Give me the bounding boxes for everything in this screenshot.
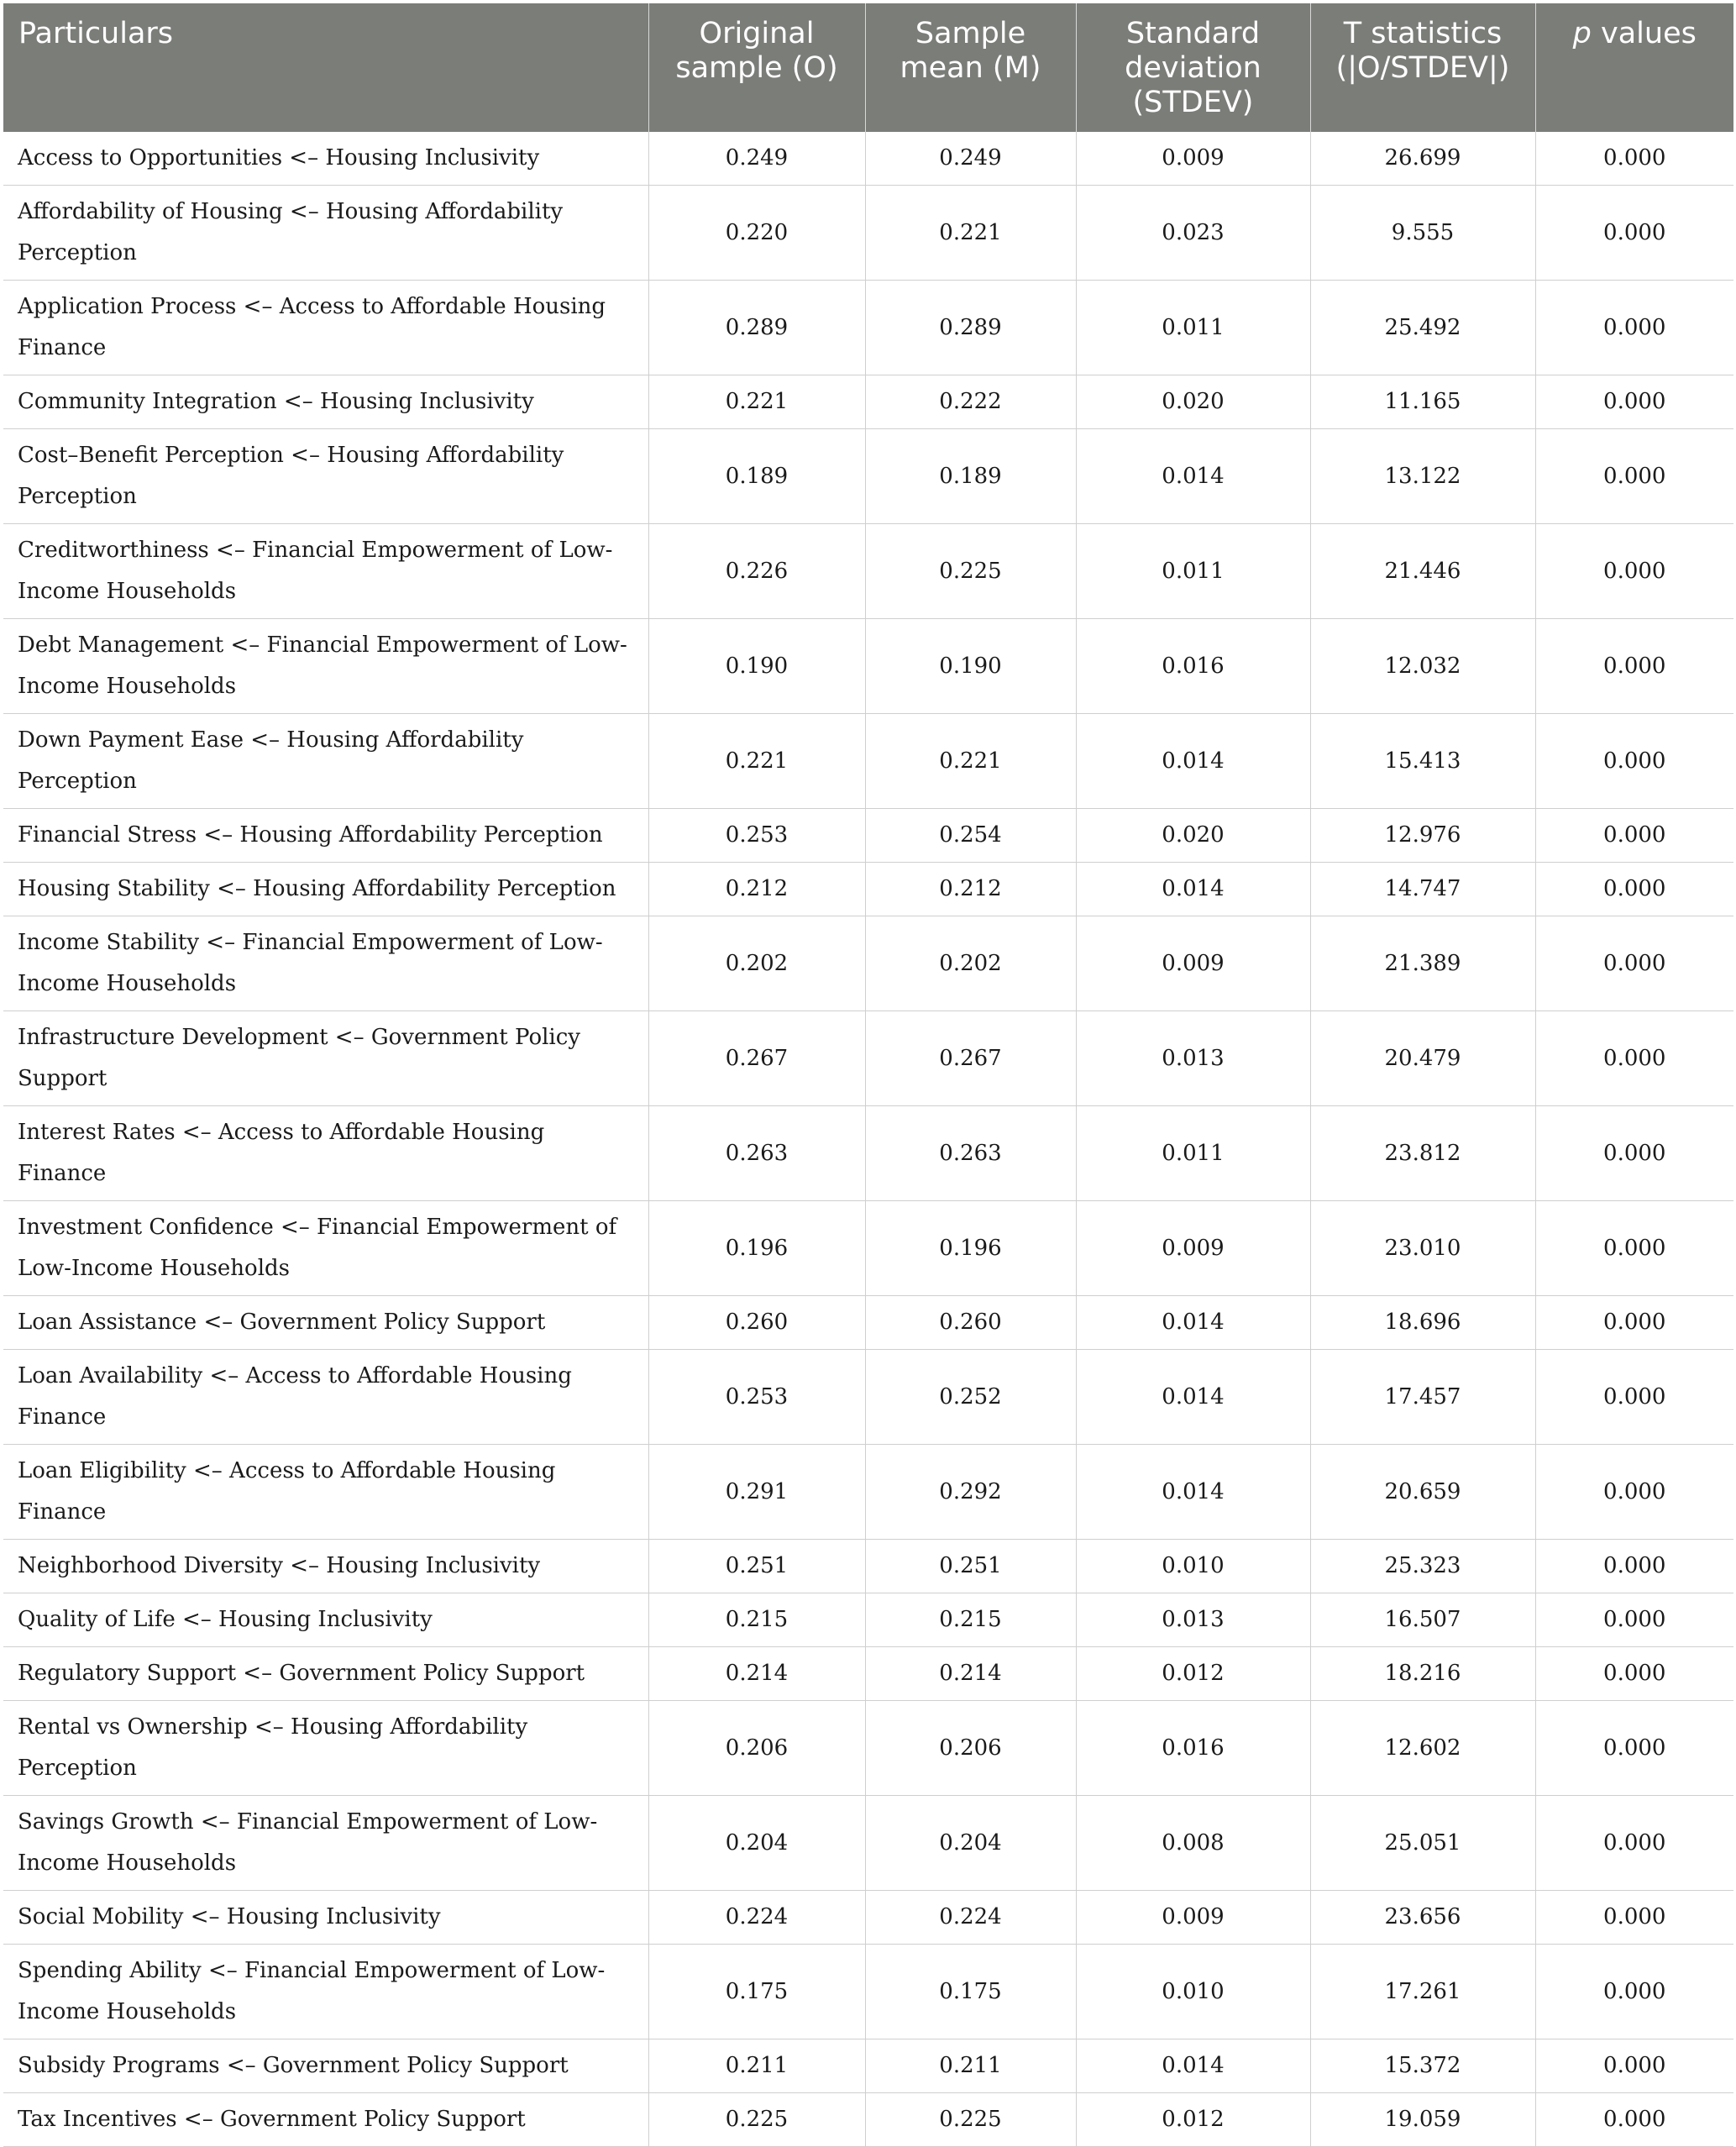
cell-original-sample: 0.260 [648,1296,865,1350]
cell-t-statistics: 17.457 [1310,1350,1535,1445]
cell-particular: Subsidy Programs <– Government Policy Support [3,2039,648,2093]
cell-sample-mean: 0.252 [865,1350,1076,1445]
cell-original-sample: 0.249 [648,132,865,186]
cell-t-statistics: 19.059 [1310,2093,1535,2147]
table-row [3,1201,1733,1296]
cell-t-statistics: 16.507 [1310,1593,1535,1647]
cell-standard-deviation: 0.014 [1076,1350,1310,1445]
header-p-values-italic: p [1572,17,1592,50]
table-row [3,619,1733,714]
cell-particular: Community Integration <– Housing Inclusivity [3,375,648,429]
header-sample-mean-line1: Sample [915,17,1026,50]
cell-standard-deviation: 0.010 [1076,1540,1310,1593]
cell-original-sample: 0.211 [648,2039,865,2093]
cell-original-sample: 0.202 [648,916,865,1011]
cell-original-sample: 0.204 [648,1796,865,1891]
cell-standard-deviation: 0.020 [1076,809,1310,863]
cell-standard-deviation: 0.014 [1076,863,1310,916]
cell-particular: Investment Confidence <– Financial Empowerment of Low-Income Households [3,1201,648,1296]
table-body [3,132,1733,2147]
cell-p-value: 0.000 [1535,132,1733,186]
table-row [3,863,1733,916]
table-row [3,429,1733,524]
cell-p-value: 0.000 [1535,1593,1733,1647]
cell-particular: Application Process <– Access to Affordable Housing Finance [3,281,648,375]
cell-particular: Housing Stability <– Housing Affordability Perception [3,863,648,916]
cell-original-sample: 0.190 [648,619,865,714]
header-t-statistics [1310,3,1535,132]
cell-original-sample: 0.220 [648,186,865,281]
header-original-sample-line2: sample (O) [675,51,838,85]
cell-original-sample: 0.206 [648,1701,865,1796]
cell-sample-mean: 0.202 [865,916,1076,1011]
table-header [3,3,1733,132]
cell-original-sample: 0.196 [648,1201,865,1296]
cell-standard-deviation: 0.023 [1076,186,1310,281]
cell-standard-deviation: 0.020 [1076,375,1310,429]
cell-p-value: 0.000 [1535,809,1733,863]
header-sample-mean-line2: mean (M) [899,51,1041,85]
header-std-dev-line1: Standard [1125,17,1261,50]
cell-p-value: 0.000 [1535,1350,1733,1445]
cell-original-sample: 0.253 [648,809,865,863]
cell-original-sample: 0.263 [648,1106,865,1201]
cell-t-statistics: 23.656 [1310,1891,1535,1945]
cell-particular: Loan Availability <– Access to Affordable Housing Finance [3,1350,648,1445]
header-t-stats-line1: T statistics [1343,17,1503,50]
cell-t-statistics: 20.659 [1310,1445,1535,1540]
cell-p-value: 0.000 [1535,281,1733,375]
cell-original-sample: 0.189 [648,429,865,524]
cell-p-value: 0.000 [1535,1647,1733,1701]
cell-sample-mean: 0.225 [865,2093,1076,2147]
cell-sample-mean: 0.254 [865,809,1076,863]
cell-t-statistics: 18.216 [1310,1647,1535,1701]
cell-standard-deviation: 0.012 [1076,2093,1310,2147]
cell-particular: Neighborhood Diversity <– Housing Inclusivity [3,1540,648,1593]
table-row [3,809,1733,863]
cell-particular: Loan Eligibility <– Access to Affordable Housing Finance [3,1445,648,1540]
table-row [3,1891,1733,1945]
cell-p-value: 0.000 [1535,1945,1733,2039]
table-row [3,1350,1733,1445]
table-row [3,1701,1733,1796]
table-row [3,1011,1733,1106]
table-row [3,2093,1733,2147]
cell-particular: Cost–Benefit Perception <– Housing Affordability Perception [3,429,648,524]
cell-standard-deviation: 0.013 [1076,1011,1310,1106]
cell-standard-deviation: 0.013 [1076,1593,1310,1647]
cell-standard-deviation: 0.014 [1076,429,1310,524]
cell-t-statistics: 21.389 [1310,916,1535,1011]
cell-standard-deviation: 0.011 [1076,281,1310,375]
cell-sample-mean: 0.249 [865,132,1076,186]
cell-sample-mean: 0.190 [865,619,1076,714]
cell-sample-mean: 0.189 [865,429,1076,524]
cell-t-statistics: 12.976 [1310,809,1535,863]
cell-particular: Income Stability <– Financial Empowerment of Low-Income Households [3,916,648,1011]
cell-particular: Interest Rates <– Access to Affordable Housing Finance [3,1106,648,1201]
cell-p-value: 0.000 [1535,429,1733,524]
cell-sample-mean: 0.215 [865,1593,1076,1647]
cell-original-sample: 0.253 [648,1350,865,1445]
table-row [3,375,1733,429]
cell-sample-mean: 0.224 [865,1891,1076,1945]
header-particulars-label: Particulars [18,17,174,50]
cell-standard-deviation: 0.016 [1076,1701,1310,1796]
cell-particular: Financial Stress <– Housing Affordability Perception [3,809,648,863]
cell-standard-deviation: 0.014 [1076,1445,1310,1540]
header-std-dev-line2: deviation [1125,51,1261,85]
table-row [3,1296,1733,1350]
cell-p-value: 0.000 [1535,1201,1733,1296]
cell-particular: Access to Opportunities <– Housing Inclusivity [3,132,648,186]
cell-original-sample: 0.226 [648,524,865,619]
cell-p-value: 0.000 [1535,1011,1733,1106]
cell-original-sample: 0.214 [648,1647,865,1701]
cell-t-statistics: 14.747 [1310,863,1535,916]
cell-p-value: 0.000 [1535,1106,1733,1201]
cell-original-sample: 0.291 [648,1445,865,1540]
cell-t-statistics: 21.446 [1310,524,1535,619]
table-row [3,1540,1733,1593]
cell-p-value: 0.000 [1535,916,1733,1011]
header-particulars [3,3,648,132]
cell-original-sample: 0.251 [648,1540,865,1593]
cell-standard-deviation: 0.009 [1076,916,1310,1011]
cell-sample-mean: 0.260 [865,1296,1076,1350]
cell-sample-mean: 0.204 [865,1796,1076,1891]
cell-particular: Loan Assistance <– Government Policy Support [3,1296,648,1350]
header-p-values [1535,3,1733,132]
cell-p-value: 0.000 [1535,1445,1733,1540]
cell-standard-deviation: 0.010 [1076,1945,1310,2039]
cell-t-statistics: 15.372 [1310,2039,1535,2093]
cell-original-sample: 0.225 [648,2093,865,2147]
cell-sample-mean: 0.225 [865,524,1076,619]
cell-sample-mean: 0.212 [865,863,1076,916]
cell-t-statistics: 20.479 [1310,1011,1535,1106]
cell-original-sample: 0.221 [648,714,865,809]
table-row [3,132,1733,186]
cell-particular: Creditworthiness <– Financial Empowerment of Low-Income Households [3,524,648,619]
table-row [3,281,1733,375]
cell-sample-mean: 0.222 [865,375,1076,429]
cell-sample-mean: 0.251 [865,1540,1076,1593]
cell-standard-deviation: 0.011 [1076,524,1310,619]
header-original-sample-line1: Original [699,17,815,50]
cell-sample-mean: 0.267 [865,1011,1076,1106]
cell-sample-mean: 0.214 [865,1647,1076,1701]
cell-t-statistics: 13.122 [1310,429,1535,524]
cell-particular: Quality of Life <– Housing Inclusivity [3,1593,648,1647]
table-row [3,186,1733,281]
cell-particular: Regulatory Support <– Government Policy Support [3,1647,648,1701]
cell-t-statistics: 23.812 [1310,1106,1535,1201]
cell-standard-deviation: 0.012 [1076,1647,1310,1701]
cell-p-value: 0.000 [1535,714,1733,809]
cell-particular: Affordability of Housing <– Housing Affordability Perception [3,186,648,281]
cell-t-statistics: 18.696 [1310,1296,1535,1350]
cell-t-statistics: 15.413 [1310,714,1535,809]
cell-original-sample: 0.289 [648,281,865,375]
cell-standard-deviation: 0.014 [1076,2039,1310,2093]
cell-t-statistics: 17.261 [1310,1945,1535,2039]
table-row [3,524,1733,619]
cell-t-statistics: 12.032 [1310,619,1535,714]
cell-particular: Tax Incentives <– Government Policy Support [3,2093,648,2147]
cell-standard-deviation: 0.009 [1076,1891,1310,1945]
cell-sample-mean: 0.221 [865,714,1076,809]
results-table-container [3,3,1733,2147]
cell-standard-deviation: 0.008 [1076,1796,1310,1891]
cell-sample-mean: 0.196 [865,1201,1076,1296]
cell-standard-deviation: 0.014 [1076,1296,1310,1350]
cell-p-value: 0.000 [1535,619,1733,714]
cell-sample-mean: 0.292 [865,1445,1076,1540]
cell-p-value: 0.000 [1535,1796,1733,1891]
table-row [3,714,1733,809]
results-table [3,3,1733,2147]
cell-t-statistics: 25.051 [1310,1796,1535,1891]
table-row [3,1593,1733,1647]
cell-sample-mean: 0.175 [865,1945,1076,2039]
cell-particular: Debt Management <– Financial Empowerment of Low-Income Households [3,619,648,714]
cell-p-value: 0.000 [1535,2093,1733,2147]
table-row [3,1647,1733,1701]
header-t-stats-line2: (|O/STDEV|) [1335,51,1510,85]
cell-standard-deviation: 0.014 [1076,714,1310,809]
cell-sample-mean: 0.221 [865,186,1076,281]
cell-p-value: 0.000 [1535,1701,1733,1796]
header-sample-mean [865,3,1076,132]
cell-particular: Down Payment Ease <– Housing Affordability Perception [3,714,648,809]
cell-original-sample: 0.221 [648,375,865,429]
cell-original-sample: 0.224 [648,1891,865,1945]
cell-sample-mean: 0.206 [865,1701,1076,1796]
cell-sample-mean: 0.289 [865,281,1076,375]
cell-p-value: 0.000 [1535,186,1733,281]
table-row [3,1106,1733,1201]
cell-standard-deviation: 0.009 [1076,1201,1310,1296]
cell-p-value: 0.000 [1535,863,1733,916]
table-row [3,2039,1733,2093]
cell-original-sample: 0.175 [648,1945,865,2039]
cell-sample-mean: 0.263 [865,1106,1076,1201]
cell-t-statistics: 25.323 [1310,1540,1535,1593]
header-standard-deviation [1076,3,1310,132]
cell-p-value: 0.000 [1535,2039,1733,2093]
cell-particular: Spending Ability <– Financial Empowerment of Low-Income Households [3,1945,648,2039]
cell-t-statistics: 12.602 [1310,1701,1535,1796]
cell-p-value: 0.000 [1535,1296,1733,1350]
cell-t-statistics: 9.555 [1310,186,1535,281]
table-row [3,1945,1733,2039]
header-original-sample [648,3,865,132]
cell-standard-deviation: 0.016 [1076,619,1310,714]
cell-t-statistics: 26.699 [1310,132,1535,186]
table-row [3,1445,1733,1540]
cell-particular: Savings Growth <– Financial Empowerment of Low-Income Households [3,1796,648,1891]
cell-standard-deviation: 0.011 [1076,1106,1310,1201]
cell-particular: Rental vs Ownership <– Housing Affordability Perception [3,1701,648,1796]
cell-standard-deviation: 0.009 [1076,132,1310,186]
header-std-dev-line3: (STDEV) [1132,86,1254,119]
table-row [3,1796,1733,1891]
cell-p-value: 0.000 [1535,1891,1733,1945]
cell-original-sample: 0.267 [648,1011,865,1106]
header-p-values-rest: values [1591,17,1697,50]
cell-particular: Infrastructure Development <– Government Policy Support [3,1011,648,1106]
cell-p-value: 0.000 [1535,524,1733,619]
cell-t-statistics: 23.010 [1310,1201,1535,1296]
cell-original-sample: 0.215 [648,1593,865,1647]
cell-t-statistics: 11.165 [1310,375,1535,429]
cell-sample-mean: 0.211 [865,2039,1076,2093]
cell-particular: Social Mobility <– Housing Inclusivity [3,1891,648,1945]
table-row [3,916,1733,1011]
cell-original-sample: 0.212 [648,863,865,916]
cell-p-value: 0.000 [1535,1540,1733,1593]
header-row [3,3,1733,132]
cell-p-value: 0.000 [1535,375,1733,429]
cell-t-statistics: 25.492 [1310,281,1535,375]
